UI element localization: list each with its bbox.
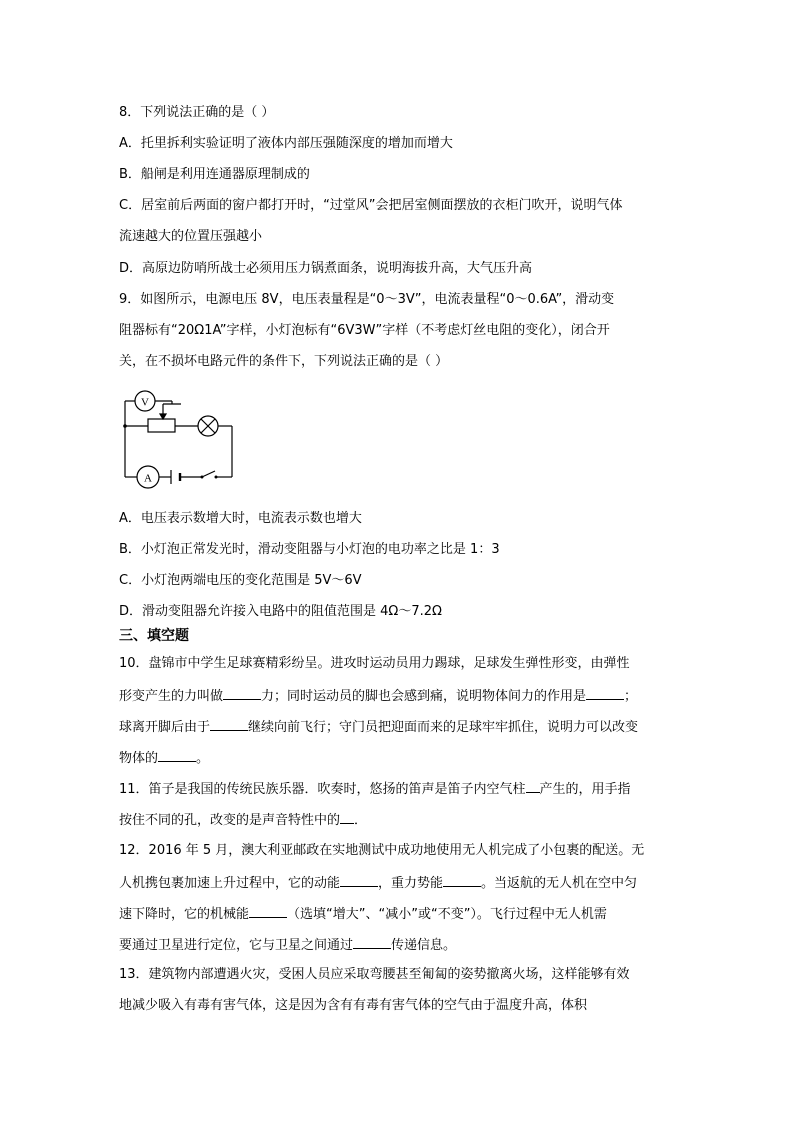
- answer-blank[interactable]: [223, 686, 261, 700]
- q9-stem-line3: 关，在不损坏电路元件的条件下，下列说法正确的是（ ）: [119, 354, 449, 369]
- q9-option-a: A．电压表示数增大时，电流表示数也增大: [119, 511, 362, 526]
- q9-option-c: C．小灯泡两端电压的变化范围是 5V～6V: [119, 573, 362, 588]
- circuit-diagram: [118, 384, 240, 496]
- section-heading: 三、填空题: [119, 628, 189, 644]
- q10-text: 。: [196, 751, 210, 766]
- answer-blank[interactable]: [158, 748, 196, 762]
- q10-line3: [119, 717, 638, 737]
- q9-option-d: D．滑动变阻器允许接入电路中的阻值范围是 4Ω～7.2Ω: [119, 604, 442, 619]
- answer-blank[interactable]: [340, 810, 354, 824]
- answer-blank[interactable]: [586, 686, 624, 700]
- q8-option-b: B．船闸是利用连通器原理制成的: [119, 167, 310, 182]
- q13-line1: 13．建筑物内部遭遇火灾，受困人员应采取弯腰甚至匍匐的姿势撤离火场，这样能够有效: [119, 967, 630, 982]
- q10-text: 继续向前飞行；守门员把迎面而来的足球牢牢抓住，说明力可以改变: [248, 720, 639, 735]
- q8-option-c-line1: C．居室前后两面的窗户都打开时，“过堂风”会把居室侧面摆放的衣柜门吹开，说明气体: [119, 198, 623, 213]
- q8-option-c-line2: 流速越大的位置压强越小: [119, 229, 263, 244]
- q8-option-a: A．托里拆利实验证明了液体内部压强随深度的增加而增大: [119, 136, 453, 151]
- q10-text: 物体的: [119, 751, 159, 766]
- q11-line2: [119, 810, 367, 830]
- q11-text: ．: [354, 813, 368, 828]
- ammeter-label: A: [144, 472, 152, 485]
- q11-text: 11．笛子是我国的传统民族乐器．吹奏时，悠扬的笛声是笛子内空气柱: [119, 782, 526, 797]
- answer-blank[interactable]: [526, 779, 540, 793]
- q12-text: 传递信息。: [391, 938, 457, 953]
- voltmeter-label: V: [141, 396, 149, 409]
- q12-text: （选填“增大”、“减小”或“不变”）。飞行过程中无人机需: [287, 907, 607, 922]
- q9-stem-line1: 9．如图所示，电源电压 8V，电压表量程是“0～3V”，电流表量程“0～0.6A”，滑动变: [119, 292, 615, 307]
- q12-line4: [119, 935, 456, 955]
- q11-text: 按住不同的孔，改变的是声音特性中的: [119, 813, 341, 828]
- q12-text: 人机携包裹加速上升过程中，它的动能: [119, 876, 341, 891]
- q10-line4: [119, 748, 209, 768]
- q12-text: ，重力势能: [378, 876, 444, 891]
- q12-line3: [119, 904, 607, 924]
- q11-line1: [119, 779, 631, 799]
- q10-text: ；: [624, 689, 638, 704]
- answer-blank[interactable]: [340, 873, 378, 887]
- rheostat: [148, 419, 175, 432]
- q8-stem: 8．下列说法正确的是（ ）: [119, 105, 275, 120]
- answer-blank[interactable]: [249, 904, 287, 918]
- answer-blank[interactable]: [443, 873, 481, 887]
- answer-blank[interactable]: [210, 717, 248, 731]
- q11-text: 产生的，用手指: [539, 782, 631, 797]
- q12-text: 要通过卫星进行定位，它与卫星之间通过: [119, 938, 354, 953]
- q12-line1: 12．2016 年 5 月，澳大利亚邮政在实地测试中成功地使用无人机完成了小包裹的配送。无: [119, 843, 645, 858]
- q10-text: 形变产生的力叫做: [119, 689, 224, 704]
- q10-text: 球离开脚后由于: [119, 720, 211, 735]
- answer-blank[interactable]: [353, 935, 391, 949]
- q12-text: 速下降时，它的机械能: [119, 907, 250, 922]
- q10-line2: [119, 686, 637, 706]
- q9-stem-line2: 阻器标有“20Ω1A”字样，小灯泡标有“6V3W”字样（不考虑灯丝电阻的变化），闭合开: [119, 323, 610, 338]
- q12-text: 。当返航的无人机在空中匀: [481, 876, 638, 891]
- q10-line1: 10．盘锦市中学生足球赛精彩纷呈。进攻时运动员用力踢球，足球发生弹性形变，由弹性: [119, 656, 630, 671]
- q8-option-d: D．高原边防哨所战士必须用压力锅煮面条，说明海拔升高，大气压升高: [119, 261, 533, 276]
- q9-option-b: B．小灯泡正常发光时，滑动变阻器与小灯泡的电功率之比是 1：3: [119, 542, 500, 557]
- q13-line2: 地减少吸入有毒有害气体，这是因为含有有毒有害气体的空气由于温度升高，体积: [119, 998, 588, 1013]
- q10-text: 力；同时运动员的脚也会感到痛，说明物体间力的作用是: [261, 689, 587, 704]
- q12-line2: [119, 873, 637, 893]
